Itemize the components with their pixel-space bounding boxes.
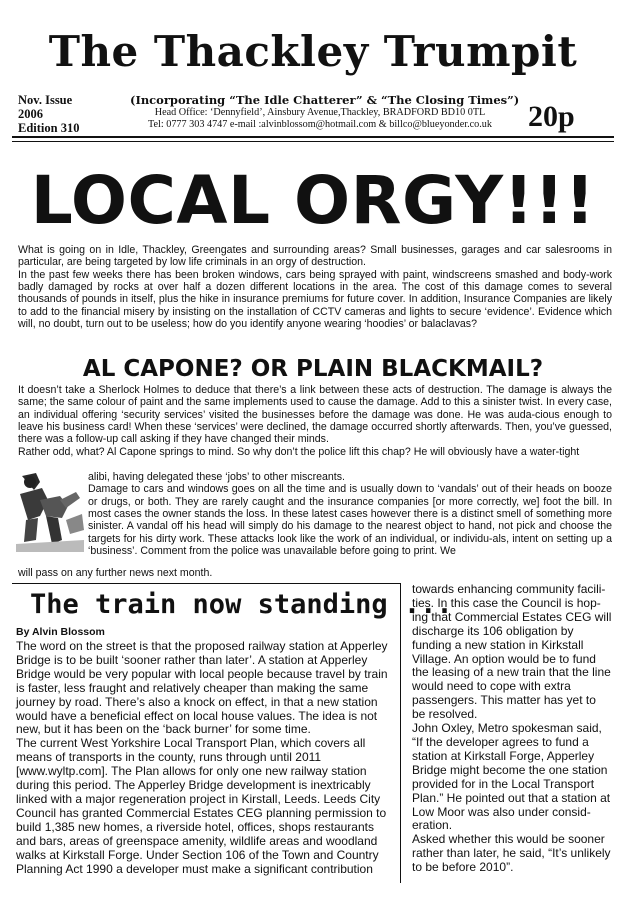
issue-edition: Edition 310: [18, 121, 80, 135]
train-paragraph: John Oxley, Metro spokesman said, “If the developer agrees to fund a station at Kirkstall Forge, Apperley Bridge might become the one station provided for in the Local Transport Plan.” He pointed out that a station at Low Moor was also under consid-eration.: [412, 721, 611, 833]
office-info: [110, 107, 530, 131]
masthead-title: The Thackley Trumpit: [48, 27, 578, 76]
intro-paragraph: What is going on in Idle, Thackley, Greengates and surrounding areas? Small businesses, garages and car salesrooms in particular, are being targeted by low life criminals in an orgy of destruction.: [18, 244, 612, 269]
issue-year: 2006: [18, 107, 43, 121]
intro-article: [18, 244, 612, 330]
train-headline: The train now standing ...: [30, 589, 453, 620]
train-column-right: [412, 583, 612, 875]
capone-paragraph: Damage to cars and windows goes on all the time and is usually down to ‘vandals’ out of their heads on booze or drugs, or both. They are rarely caught and the insurance companies [or more correctly, we] foot the bill. In most cases the owner stands the loss. In these latest cases however there is a distinct smell of something more sinister. A vandal off his head will simply do his damage to the nearest object to hand, not pick and choose the targets for his dirty work. These attacks look like the work of an individual, or individu-als, intent on setting up a ‘business’. Comment from the police was unavailable before going to print. We: [88, 483, 612, 558]
issue-info: [18, 93, 79, 135]
incorporating-line: (Incorporating “The Idle Chatterer” & “The Closing Times”): [130, 93, 520, 107]
contact-details: Tel: 0777 303 4747 e-mail :alvinblossom@hotmail.com & billco@blueyonder.co.uk: [147, 119, 492, 130]
train-paragraph: towards enhancing community facili-ties. In this case the Council is hop-ing that Commercial Estates CEG will discharge its 106 obligation by funding a new station in Kirkstall Village. An option would be to fund the leasing of a new train that the line would need to cope with extra passengers. This matter has yet to be resolved.: [412, 582, 612, 722]
intro-paragraph: In the past few weeks there has been broken windows, cars being sprayed with paint, windscreens smashed and body-work badly damaged by rocks at over half a dozen different locations in the area. The cost of this damage comes to several thousands of pounds in itself, plus the hike in insurance premiums for future cover. In addition, Insurance Companies are likely to add to the financial misery by insisting on the installation of CCTV cameras and lights to secure ‘evidence’. Evidence which will, no doubt, turn out to be useless; how do you identify anyone wearing ‘hoodies’ or balaclavas?: [18, 268, 612, 331]
train-byline: By Alvin Blossom: [16, 626, 105, 638]
column-divider: [400, 583, 401, 883]
issue-month: Nov. Issue: [18, 93, 73, 107]
capone-article: [18, 384, 612, 458]
capone-paragraph: Rather odd, what? Al Capone springs to mind. So why don’t the police lift this chap? He will obviously have a water-tight: [18, 445, 580, 458]
train-paragraph: The word on the street is that the proposed railway station at Apperley Bridge is to be built ‘sooner rather than later’. A station at Apperley Bridge would be very popular with local people because travel by train is faster, less fraught and relatively cheaper than making the same journey by road. There’s also a knock on effect, in that a new station would have a beneficial effect on local house values. The idea is not new, but it has been on the ‘back burner’ for some time.: [16, 639, 388, 737]
capone-closing-line: will pass on any further news next month.: [18, 567, 213, 579]
price-label: 20p: [528, 100, 575, 133]
masthead-rule-bottom: [12, 141, 614, 142]
train-column-left: [16, 640, 394, 876]
train-top-rule: [12, 583, 400, 584]
train-paragraph: Asked whether this would be sooner rather than later, he said, “It’s unlikely to be before 2010”.: [412, 832, 611, 875]
capone-heading: AL CAPONE? OR PLAIN BLACKMAIL?: [82, 356, 544, 382]
capone-wrapped-text: [88, 471, 612, 557]
masthead-rule-top: [12, 136, 614, 138]
capone-paragraph: alibi, having delegated these ‘jobs’ to other miscreants.: [88, 471, 345, 483]
head-office-address: Head Office: ‘Dennyfield’, Ainsbury Avenue,Thackley, BRADFORD BD10 0TL: [154, 107, 486, 118]
train-paragraph: The current West Yorkshire Local Transport Plan, which covers all means of transports in the county, runs through until 2011 [www.wyltp.com]. The Plan allows for only one new railway station during this period. The Apperley Bridge development is inextricably linked with a major regeneration project in Kirstall, Leeds. Leeds City Council has granted Commercial Estates CEG planning permission to build 1,385 new homes, a riverside hotel, offices, shops restaurants and bars, areas of greenspace amenity, wildlife areas and woodland walks at Kirkstall Forge. Under Section 106 of the Town and Country Planning Act 1990 a developer must make a significant contribution: [16, 736, 387, 876]
main-headline: LOCAL ORGY!!!: [30, 162, 596, 239]
capone-paragraph: It doesn’t take a Sherlock Holmes to deduce that there’s a link between these acts of destruction. The damage is always the same; the same colour of paint and the same implements used to cause the damage. Add to this a sinister twist. In every case, an individual offering ‘security services’ visited the businesses before the damage was done. He was auda-cious enough to leave his business card! When these ‘services’ were declined, the damage occurred shortly afterwards. Then, you’ve guessed, there was a follow-up call asking if they have changed their minds.: [18, 384, 612, 446]
vandal-photo: [16, 470, 84, 552]
